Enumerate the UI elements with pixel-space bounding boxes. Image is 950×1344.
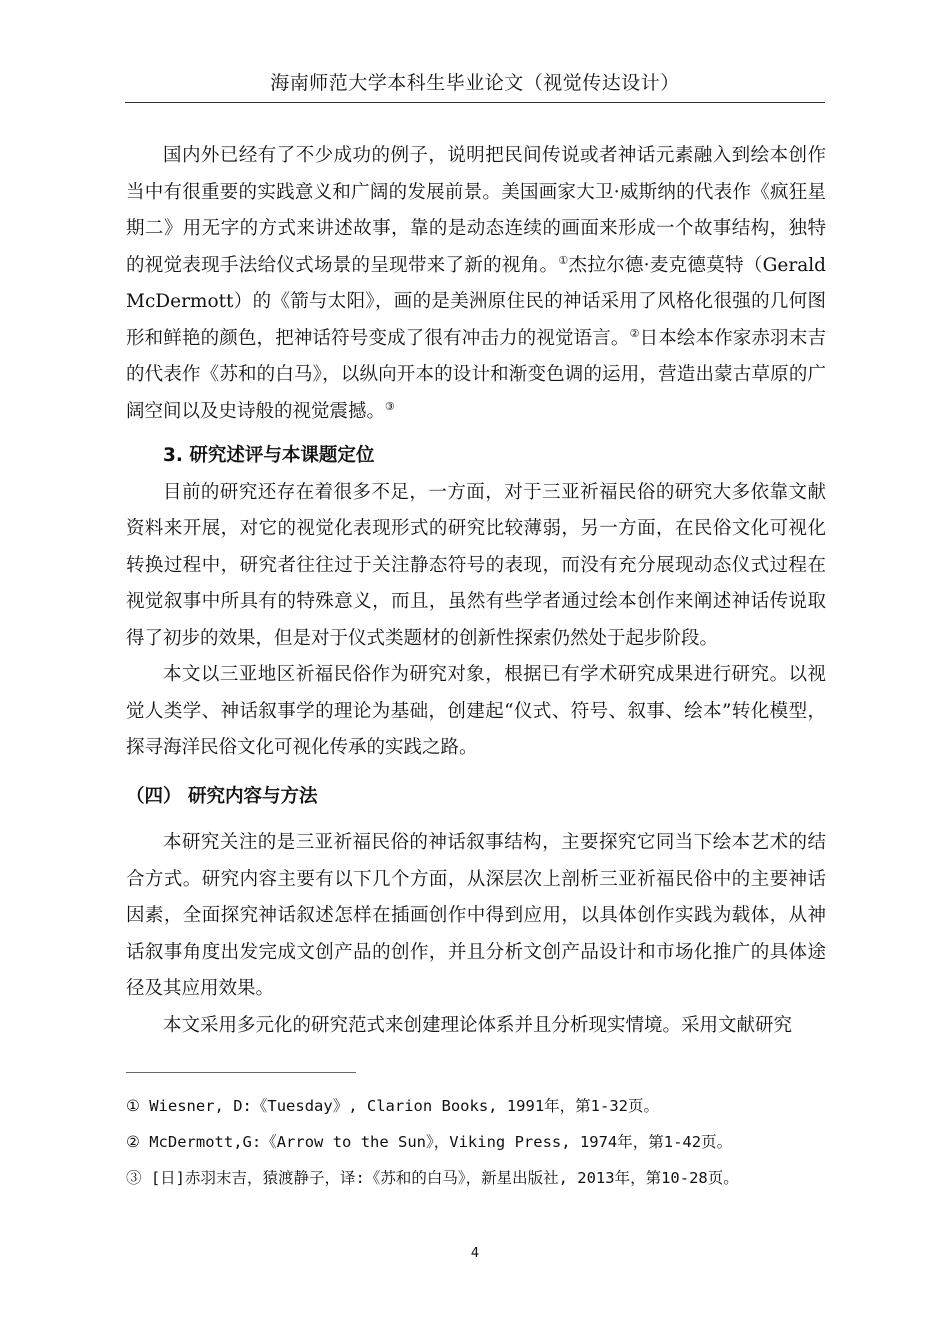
section-heading-content-methods: （四） 研究内容与方法 bbox=[126, 785, 318, 807]
footnote-ref-1[interactable]: ① bbox=[558, 253, 569, 267]
footnote-divider bbox=[126, 1072, 356, 1073]
footnote-1: ① Wiesner, D:《Tuesday》, Clarion Books, 1991年，第1-32页。 bbox=[126, 1097, 659, 1115]
paragraph-text: 日本绘本作家赤羽末吉的代表作《苏和的白马》，以纵向开本的设计和渐变色调的运用，营造出蒙古草原的广阔空间以及史诗般的视觉震撼。 bbox=[126, 327, 826, 422]
paragraph-research-content: 本研究关注的是三亚祈福民俗的神话叙事结构，主要探究它同当下绘本艺术的结合方式。研究内容主要有以下几个方面，从深层次上剖析三亚祈福民俗中的主要神话因素，全面探究神话叙述怎样在插画创作中得到应用，以具体创作实践为载体，从神话叙事角度出发完成文创产品的创作，并且分析文创产品设计和市场化推广的具体途径及其应用效果。 bbox=[126, 832, 826, 999]
page-number: 4 bbox=[470, 1246, 480, 1261]
paragraph-research-object: 本文以三亚地区祈福民俗作为研究对象，根据已有学术研究成果进行研究。以视觉人类学、神话叙事学的理论为基础，创建起“仪式、符号、叙事、绘本”转化模型，探寻海洋民俗文化可视化传承的实践之路。 bbox=[126, 664, 826, 758]
footnotes bbox=[126, 1088, 826, 1196]
paragraph-text: 杰拉尔德·麦克德莫特（Gerald McDermott）的《箭与太阳》，画的是美洲原住民的神话采用了风格化很强的几何图形和鲜艳的颜色，把神话符号变成了很有冲击力的视觉语言。 bbox=[126, 254, 826, 349]
paragraph-examples bbox=[126, 138, 826, 430]
footnote-ref-2[interactable]: ② bbox=[629, 326, 640, 340]
footnote-2: ② McDermott,G:《Arrow to the Sun》，Viking Press, 1974年，第1-42页。 bbox=[126, 1133, 733, 1151]
main-content bbox=[126, 138, 826, 1044]
page-header-title: 海南师范大学本科生毕业论文（视觉传达设计） bbox=[270, 72, 680, 94]
header-divider bbox=[125, 102, 825, 103]
paragraph-text: 国内外已经有了不少成功的例子，说明把民间传说或者神话元素融入到绘本创作当中有很重要的实践意义和广阔的发展前景。美国画家大卫·威斯纳的代表作《疯狂星期二》用无字的方式来讲述故事，靠的是动态连续的画面来形成一个故事结构，独特的视觉表现手法给仪式场景的呈现带来了新的视角。 bbox=[126, 145, 826, 276]
footnote-ref-3[interactable]: ③ bbox=[385, 399, 395, 413]
footnote-3: ③ [日]赤羽末吉，猿渡静子，译:《苏和的白马》，新星出版社, 2013年，第10-28页。 bbox=[126, 1169, 739, 1187]
paragraph-research-methods: 本文采用多元化的研究范式来创建理论体系并且分析现实情境。采用文献研究 bbox=[163, 1014, 793, 1036]
subheading-research-review: 3. 研究述评与本课题定位 bbox=[163, 445, 375, 466]
paragraph-research-gaps: 目前的研究还存在着很多不足，一方面，对于三亚祈福民俗的研究大多依靠文献资料来开展，对它的视觉化表现形式的研究比较薄弱，另一方面，在民俗文化可视化转换过程中，研究者往往过于关注静态符号的表现，而没有充分展现动态仪式过程在视觉叙事中所具有的特殊意义，而且，虽然有些学者通过绘本创作来阐述神话传说取得了初步的效果，但是对于仪式类题材的创新性探索仍然处于起步阶段。 bbox=[126, 481, 826, 649]
